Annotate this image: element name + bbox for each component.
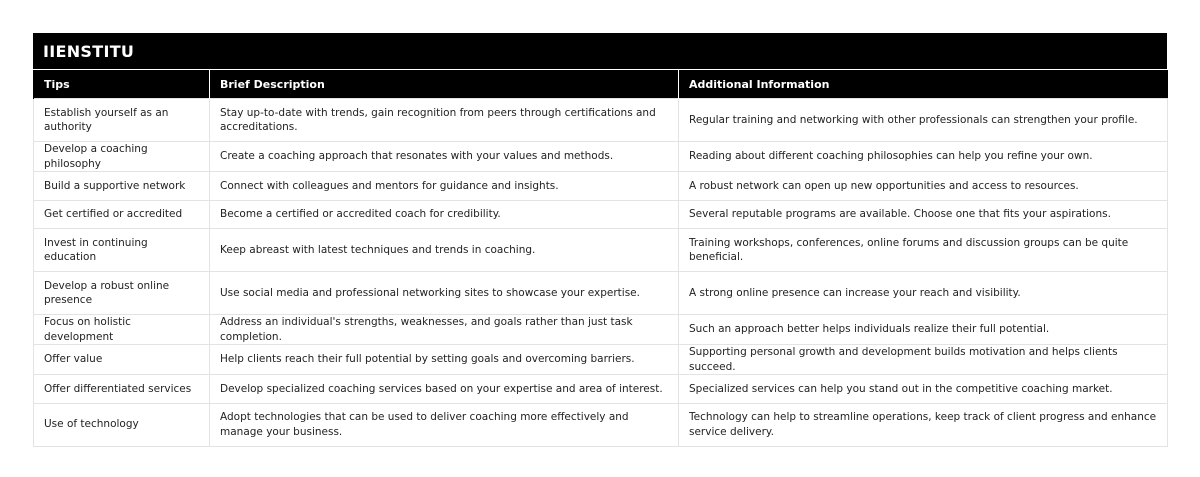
tip-cell: Establish yourself as an authority xyxy=(34,99,210,142)
description-cell: Help clients reach their full potential by setting goals and overcoming barriers. xyxy=(210,345,679,375)
description-cell: Keep abreast with latest techniques and trends in coaching. xyxy=(210,229,679,272)
description-cell: Become a certified or accredited coach for credibility. xyxy=(210,200,679,229)
info-cell: Specialized services can help you stand out in the competitive coaching market. xyxy=(679,375,1168,404)
column-header-additional-information: Additional Information xyxy=(679,70,1168,99)
info-cell: A robust network can open up new opportunities and access to resources. xyxy=(679,172,1168,201)
tips-table xyxy=(33,69,1168,447)
info-cell: Supporting personal growth and development builds motivation and helps clients succeed. xyxy=(679,345,1168,375)
tips-table-container xyxy=(33,33,1167,447)
table-row xyxy=(34,272,1168,315)
info-cell: Training workshops, conferences, online forums and discussion groups can be quite beneficial. xyxy=(679,229,1168,272)
table-row xyxy=(34,142,1168,172)
tip-cell: Offer differentiated services xyxy=(34,375,210,404)
table-row xyxy=(34,229,1168,272)
description-cell: Use social media and professional networking sites to showcase your expertise. xyxy=(210,272,679,315)
table-row xyxy=(34,315,1168,345)
table-row xyxy=(34,345,1168,375)
tip-cell: Invest in continuing education xyxy=(34,229,210,272)
tip-cell: Offer value xyxy=(34,345,210,375)
tip-cell: Develop a coaching philosophy xyxy=(34,142,210,172)
table-row xyxy=(34,375,1168,404)
description-cell: Develop specialized coaching services based on your expertise and area of interest. xyxy=(210,375,679,404)
column-header-brief-description: Brief Description xyxy=(210,70,679,99)
tip-cell: Get certified or accredited xyxy=(34,200,210,229)
table-row xyxy=(34,403,1168,446)
info-cell: Technology can help to streamline operations, keep track of client progress and enhance service delivery. xyxy=(679,403,1168,446)
brand-title: IIENSTITU xyxy=(33,33,1167,69)
tip-cell: Build a supportive network xyxy=(34,172,210,201)
info-cell: Such an approach better helps individuals realize their full potential. xyxy=(679,315,1168,345)
description-cell: Address an individual's strengths, weaknesses, and goals rather than just task completion. xyxy=(210,315,679,345)
tip-cell: Develop a robust online presence xyxy=(34,272,210,315)
description-cell: Stay up-to-date with trends, gain recognition from peers through certifications and accreditations. xyxy=(210,99,679,142)
table-row xyxy=(34,172,1168,201)
table-row xyxy=(34,99,1168,142)
table-row xyxy=(34,200,1168,229)
info-cell: A strong online presence can increase your reach and visibility. xyxy=(679,272,1168,315)
description-cell: Adopt technologies that can be used to deliver coaching more effectively and manage your business. xyxy=(210,403,679,446)
description-cell: Connect with colleagues and mentors for guidance and insights. xyxy=(210,172,679,201)
description-cell: Create a coaching approach that resonates with your values and methods. xyxy=(210,142,679,172)
tip-cell: Use of technology xyxy=(34,403,210,446)
info-cell: Several reputable programs are available. Choose one that fits your aspirations. xyxy=(679,200,1168,229)
info-cell: Reading about different coaching philosophies can help you refine your own. xyxy=(679,142,1168,172)
tip-cell: Focus on holistic development xyxy=(34,315,210,345)
info-cell: Regular training and networking with other professionals can strengthen your profile. xyxy=(679,99,1168,142)
table-header-row xyxy=(34,70,1168,99)
column-header-tips: Tips xyxy=(34,70,210,99)
